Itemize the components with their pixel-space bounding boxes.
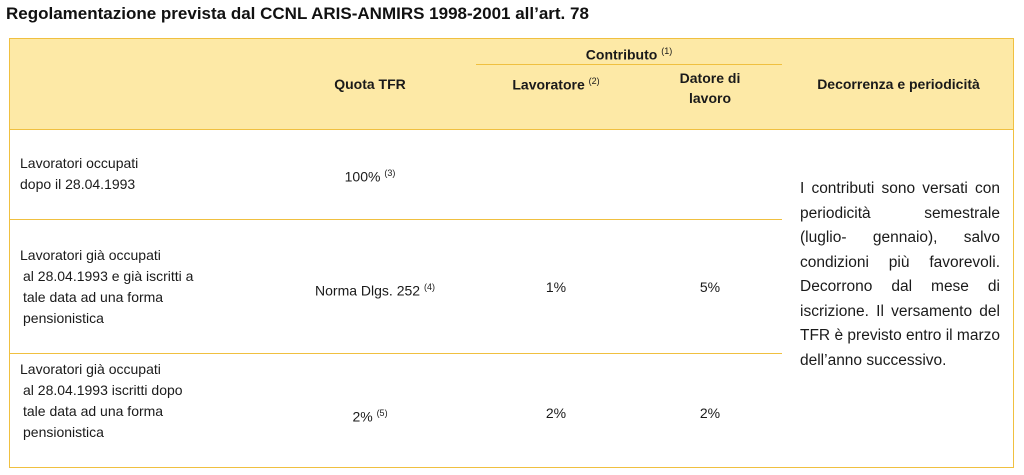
contributo-underline — [476, 64, 782, 65]
header-datore-di-lavoro: Datore di lavoro — [679, 70, 741, 106]
row-2-datore: 5% — [699, 279, 721, 295]
row-separator — [10, 219, 782, 220]
row-separator — [10, 353, 782, 354]
row-3-label: Lavoratori già occupati al 28.04.1993 iscritti dopo tale data ad una forma pensionistica — [20, 361, 183, 440]
row-1-quota: 100% $^{(3)}$ — [344, 168, 396, 185]
row-1-label: Lavoratori occupati dopo il 28.04.1993 — [20, 155, 139, 192]
regulation-table — [9, 38, 1014, 468]
row-3-lavoratore: 2% — [545, 405, 567, 421]
page-title: Regolamentazione prevista dal CCNL ARIS-ANMIRS 1998-2001 all’art. 78 — [6, 4, 589, 23]
row-2-lavoratore: 1% — [545, 279, 567, 295]
row-2-label: Lavoratori già occupati al 28.04.1993 e già iscritti a tale data ad una forma pensionistica — [20, 247, 194, 326]
row-3-datore: 2% — [699, 405, 721, 421]
header-decorrenza: Decorrenza e periodicità — [817, 76, 980, 92]
header-lavoratore: Lavoratore $^{(2)}$ — [512, 76, 600, 93]
row-3-quota: 2% $^{(5)}$ — [352, 408, 388, 425]
row-2-quota: Norma Dlgs. 252 $^{(4)}$ — [315, 282, 435, 299]
header-contributo: Contributo $^{(1)}$ — [585, 46, 673, 63]
decorrenza-text: I contributi sono versati con periodicità semestrale (luglio- gennaio), salvo condizioni più favorevoli. Decorrono dal mese di iscrizione. Il versamento del TFR è previsto entro il marzo dell’anno successivo. — [800, 180, 1000, 369]
table-header — [10, 39, 1013, 130]
header-quota-tfr: Quota TFR — [334, 76, 406, 92]
